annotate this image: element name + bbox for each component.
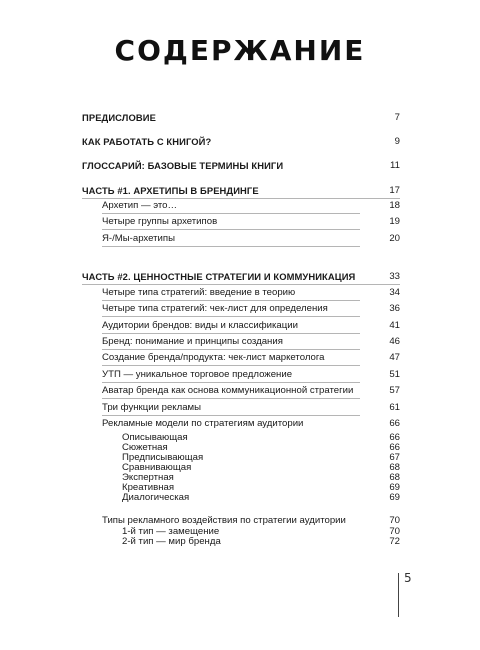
toc-entry-page: 18	[389, 200, 400, 211]
toc-divider	[102, 382, 360, 383]
toc-entry-label: Архетип — это…	[102, 200, 178, 211]
toc-entry-page: 36	[389, 303, 400, 314]
toc-entry-label: Бренд: понимание и принципы создания	[102, 336, 283, 347]
toc-entry-label: Аватар бренда как основа коммуникационной стратегии	[102, 385, 354, 396]
toc-entry-page: 34	[389, 287, 400, 298]
toc-entry-label: КАК РАБОТАТЬ С КНИГОЙ?	[82, 136, 212, 147]
toc-entry-page: 70	[389, 526, 400, 537]
toc-entry-label: 1-й тип — замещение	[122, 526, 220, 537]
toc-entry-label: Предписывающая	[122, 452, 204, 463]
toc-entry-page: 20	[389, 233, 400, 244]
toc-entry-page: 11	[390, 160, 400, 171]
toc-entry-page: 66	[389, 432, 400, 443]
toc-divider	[102, 398, 360, 399]
toc-divider	[102, 246, 360, 247]
toc-entry-page: 70	[389, 515, 400, 526]
toc-entry-label: Сравнивающая	[122, 462, 192, 473]
toc-entry-label: Аудитории брендов: виды и классификации	[102, 320, 298, 331]
toc-entry-page: 66	[389, 442, 400, 453]
toc-entry-label: ГЛОССАРИЙ: БАЗОВЫЕ ТЕРМИНЫ КНИГИ	[82, 160, 284, 171]
toc-entry-page: 7	[394, 112, 400, 123]
toc-entry-page: 67	[389, 452, 400, 463]
toc-entry-page: 57	[389, 385, 400, 396]
toc-entry-label: Экспертная	[122, 472, 174, 483]
toc-entry-label: Диалогическая	[122, 492, 190, 503]
toc-entry-label: Четыре группы архетипов	[102, 216, 218, 227]
toc-divider	[102, 333, 360, 334]
toc-entry-page: 19	[389, 216, 400, 227]
toc-entry-label: Типы рекламного воздействия по стратегии аудитории	[102, 515, 346, 526]
toc-entry-label: Четыре типа стратегий: введение в теорию	[102, 287, 296, 298]
toc-entry-label: ПРЕДИСЛОВИЕ	[82, 112, 156, 123]
toc-entry-label: Создание бренда/продукта: чек-лист маркетолога	[102, 352, 325, 363]
toc-entry-label: Четыре типа стратегий: чек-лист для определения	[102, 303, 328, 314]
toc-entry-page: 69	[389, 482, 400, 493]
toc-entry-page: 47	[389, 352, 400, 363]
toc-entry-label: Описывающая	[122, 432, 188, 443]
toc-entry-page: 61	[389, 402, 400, 413]
toc-entry-page: 46	[389, 336, 400, 347]
toc-entry-label: Я-/Мы-архетипы	[102, 233, 175, 244]
toc-entry-page: 17	[389, 185, 400, 196]
toc-entry-label: Рекламные модели по стратегиям аудитории	[102, 418, 304, 429]
toc-divider	[102, 415, 360, 416]
toc-divider	[102, 229, 360, 230]
toc-entry-page: 69	[389, 492, 400, 503]
toc-entry-label: Сюжетная	[122, 442, 168, 453]
toc-entry-label: Три функции рекламы	[102, 402, 202, 413]
toc-entry-page: 66	[389, 418, 400, 429]
toc-entry-label: УТП — уникальное торговое предложение	[102, 369, 293, 380]
toc-entry-label: Креативная	[122, 482, 175, 493]
toc-divider	[102, 300, 360, 301]
page-edge-line	[398, 573, 399, 617]
toc-divider	[102, 365, 360, 366]
page-title: СОДЕРЖАНИЕ	[114, 34, 366, 67]
toc-divider	[82, 284, 400, 285]
toc-divider	[102, 316, 360, 317]
toc-entry-page: 68	[389, 462, 400, 473]
toc-entry-label: ЧАСТЬ #1. АРХЕТИПЫ В БРЕНДИНГЕ	[82, 185, 259, 196]
toc-divider	[82, 198, 400, 199]
toc-entry-label: 2-й тип — мир бренда	[122, 536, 221, 547]
toc-entry-page: 33	[389, 271, 400, 282]
toc-entry-page: 72	[389, 536, 400, 547]
toc-entry-page: 51	[389, 369, 400, 380]
toc-divider	[102, 349, 360, 350]
toc-entry-page: 68	[389, 472, 400, 483]
toc-entry-page: 41	[389, 320, 400, 331]
toc-entry-page: 9	[394, 136, 400, 147]
toc-entry-label: ЧАСТЬ #2. ЦЕННОСТНЫЕ СТРАТЕГИИ И КОММУНИКАЦИЯ	[82, 271, 356, 282]
page-number: 5	[404, 571, 412, 585]
toc-divider	[102, 213, 360, 214]
